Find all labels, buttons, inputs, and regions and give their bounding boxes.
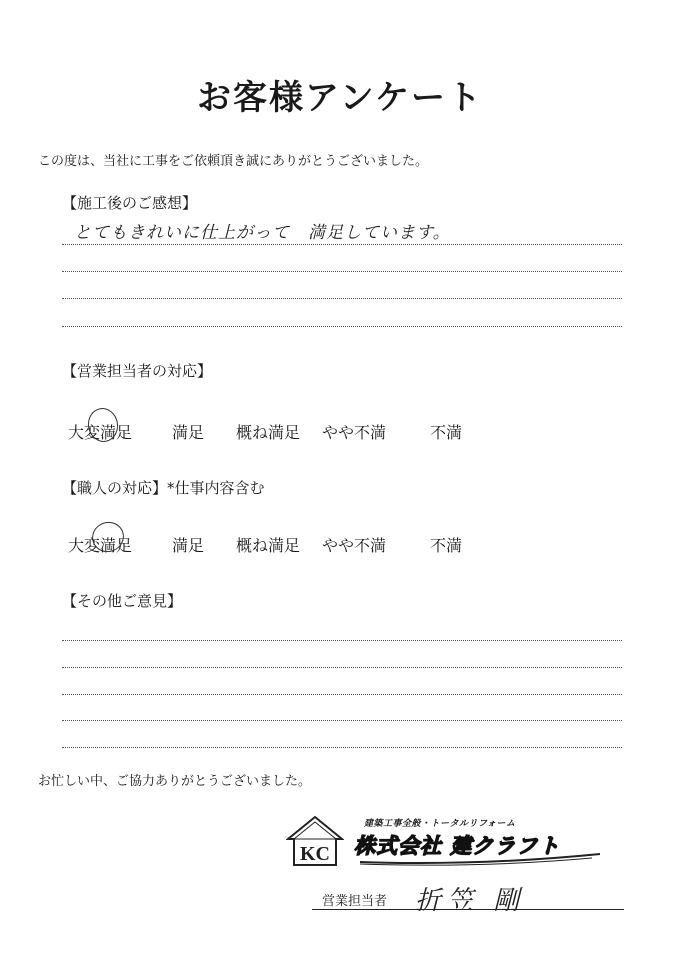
answer-line [62,298,622,299]
sales-option-satisfied[interactable]: 満足 [172,423,205,442]
house-logo-icon [286,815,344,867]
sales-option-mostly-satisfied[interactable]: 概ね満足 [236,423,301,442]
logo-emblem-text: KC [300,843,330,865]
craftsman-heading: 【職人の対応】*仕事内容含む [62,479,265,497]
page-title: お客様アンケート [197,78,483,118]
sales-rating-options [68,420,490,443]
answer-line [62,271,622,272]
craftsman-option-dissatisfied[interactable]: 不満 [430,536,463,555]
craftsman-option-somewhat-dissatisfied[interactable]: やや不満 [322,536,387,555]
intro-text: この度は、当社に工事をご依頼頂き誠にありがとうございました。 [38,154,429,169]
craftsman-option-very-satisfied[interactable]: 大変満足 [68,536,133,555]
answer-line [62,244,622,245]
answer-line [62,326,622,327]
opinion-line [62,720,622,721]
rep-signature: 折笠 剛 [415,886,526,916]
impression-heading: 【施工後のご感想】 [62,194,198,212]
logo-tagline: 建築工事全般・トータルリフォーム [364,819,516,829]
sales-option-dissatisfied[interactable]: 不満 [430,423,463,442]
logo-swoosh-icon [360,852,604,866]
closing-text: お忙しい中、ご協力ありがとうございました。 [38,774,312,789]
sales-option-very-satisfied[interactable]: 大変満足 [68,423,133,442]
rep-label: 営業担当者 [322,894,388,909]
signature-line [312,909,624,910]
opinion-line [62,747,622,748]
opinion-line [62,667,622,668]
sales-option-somewhat-dissatisfied[interactable]: やや不満 [322,423,387,442]
sales-heading: 【営業担当者の対応】 [62,362,213,380]
impression-answer: とてもきれいに仕上がって 満足しています。 [74,223,451,243]
other-heading: 【その他ご意見】 [62,592,183,610]
craftsman-option-mostly-satisfied[interactable]: 概ね満足 [236,536,301,555]
opinion-line [62,694,622,695]
craftsman-option-satisfied[interactable]: 満足 [172,536,205,555]
opinion-line [62,640,622,641]
logo-company-name: 株式会社 建クラフト [354,834,561,858]
craftsman-rating-options [68,533,490,556]
